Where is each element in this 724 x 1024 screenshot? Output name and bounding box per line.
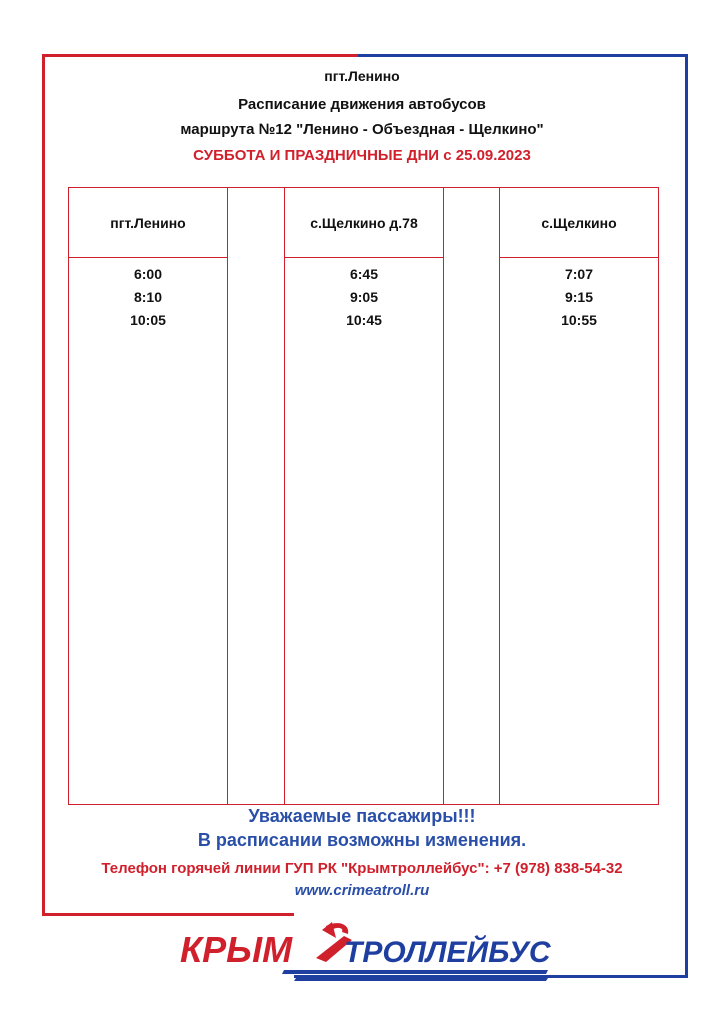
schedule-title: Расписание движения автобусов [238, 96, 486, 113]
krymtrolleybus-logo [176, 918, 556, 982]
schedule-days: СУББОТА И ПРАЗДНИЧНЫЕ ДНИ с 25.09.2023 [193, 147, 531, 164]
logo-text-trolleybus: ТРОЛЛЕЙБУС [344, 936, 551, 969]
frame-top-blue [358, 54, 688, 57]
logo-text-krym: КРЫМ [180, 929, 293, 970]
schedule-column-shchelkino-78 [284, 187, 444, 805]
column-spacer [444, 187, 499, 805]
frame-top-red [42, 54, 358, 57]
town-heading: пгт.Ленино [324, 68, 400, 84]
passenger-greeting: Уважаемые пассажиры!!! [248, 806, 476, 826]
route-title: маршрута №12 "Ленино - Объездная - Щелкино" [180, 121, 544, 138]
stop-name: с.Щелкино [500, 188, 658, 258]
departure-list [285, 258, 443, 332]
departure-list [500, 258, 658, 332]
departure-time: 10:55 [561, 312, 597, 328]
departure-time: 6:45 [349, 266, 379, 282]
stop-name: пгт.Ленино [69, 188, 227, 258]
departure-time: 9:05 [349, 289, 379, 305]
hotline-phone: Телефон горячей линии ГУП РК "Крымтроллейбус": +7 (978) 838-54-32 [101, 860, 623, 877]
departure-time: 6:00 [133, 266, 163, 282]
frame-left-red [42, 54, 45, 916]
logo-underline [294, 978, 548, 981]
departure-time: 8:10 [133, 289, 163, 305]
frame-bottom-red [42, 913, 294, 916]
departure-time: 10:05 [130, 312, 166, 328]
schedule-column-lenino [68, 187, 228, 805]
schedule-change-notice: В расписании возможны изменения. [197, 830, 527, 850]
website-link[interactable]: www.crimeatroll.ru [294, 882, 430, 899]
departure-list [69, 258, 227, 332]
departure-time: 7:07 [564, 266, 594, 282]
stop-name: с.Щелкино д.78 [285, 188, 443, 258]
departure-time: 10:45 [346, 312, 382, 328]
departure-time: 9:15 [564, 289, 594, 305]
logo-underline [282, 970, 548, 974]
schedule-column-shchelkino [499, 187, 659, 805]
column-spacer [228, 187, 284, 805]
